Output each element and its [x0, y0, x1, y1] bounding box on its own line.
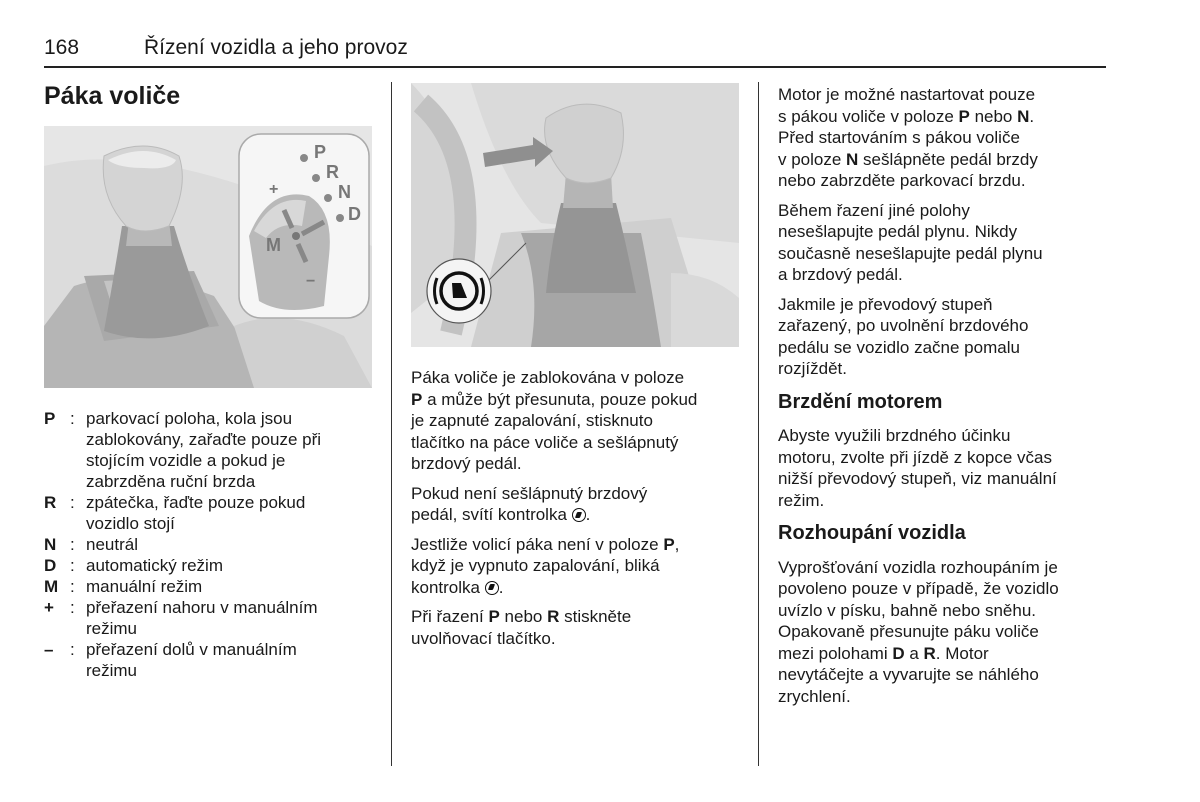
legend-line: zpátečka, řaďte pouze pokud — [86, 493, 306, 512]
paragraph — [411, 606, 751, 649]
legend-colon: : — [70, 409, 75, 428]
legend-key: – — [44, 640, 54, 659]
text-run: . Motor — [935, 643, 989, 663]
legend-text — [86, 492, 374, 534]
legend-key: P — [44, 409, 56, 428]
column-divider — [391, 82, 392, 766]
chapter-title: Řízení vozidla a jeho provoz — [144, 36, 408, 59]
legend-row — [44, 492, 374, 534]
text-run: Motor je možné nastartovat pouze — [778, 85, 1036, 104]
legend-key: N — [44, 535, 57, 554]
text-run: sešlápněte pedál brzdy — [858, 149, 1038, 169]
legend-colon: : — [70, 577, 75, 596]
text-run: nesešlapujte pedál plynu. Nikdy — [778, 222, 1018, 241]
legend-line: parkovací poloha, kola jsou — [86, 409, 293, 428]
brake-warning-icon — [572, 508, 586, 522]
text-run: v poloze — [778, 149, 847, 169]
text-run: režim. — [778, 490, 825, 510]
right-column — [778, 84, 1108, 715]
text-run: nebo — [969, 106, 1018, 126]
text-run: Jakmile je převodový stupeň — [778, 294, 993, 314]
legend-line: přeřazení dolů v manuálním — [86, 640, 297, 659]
legend-line: zablokovány, zařaďte pouze při — [86, 430, 322, 449]
legend-row — [44, 597, 374, 639]
text-run: zrychlení. — [778, 686, 851, 706]
gear-letter-n: N — [338, 182, 351, 202]
legend-line: stojícím vozidle a pokud je — [86, 451, 286, 470]
text-run: s pákou voliče v poloze — [778, 106, 959, 126]
legend-line: automatický režim — [86, 556, 223, 575]
text-run: Vyprošťování vozidla rozhoupáním je — [778, 557, 1058, 577]
text-run: mezi polohami — [778, 643, 893, 663]
legend-colon: : — [70, 598, 75, 617]
text-run: a brzdový pedál. — [778, 265, 903, 284]
text-run: Před startováním s pákou voliče — [778, 128, 1020, 147]
header-rule — [44, 66, 1106, 68]
text-run: brzdový pedál. — [411, 454, 522, 473]
text-run: a může být přesunuta, pouze pokud — [422, 389, 698, 409]
text-run: zařazený, po uvolnění brzdového — [778, 316, 1029, 335]
text-run: pedál, svítí kontrolka — [411, 505, 572, 524]
text-run: Opakovaně přesunujte páku voliče — [778, 622, 1039, 641]
text-run: a — [904, 643, 924, 663]
text-run: když je vypnuto zapalování, bliká — [411, 556, 660, 575]
gear-selector-figure — [44, 126, 372, 388]
legend-row — [44, 639, 374, 681]
text-run: uvolňovací tlačítko. — [411, 628, 556, 648]
legend-text — [86, 555, 374, 576]
text-run: pedálu se vozidlo začne pomalu — [778, 337, 1020, 357]
text-run: . — [498, 577, 504, 597]
text-run: současně nesešlapujte pedál plynu — [778, 243, 1043, 263]
text-run: D — [892, 643, 905, 663]
paragraph — [778, 200, 1108, 286]
legend-colon: : — [70, 493, 75, 512]
text-run: R — [547, 607, 560, 626]
legend-line: režimu — [86, 661, 138, 680]
gear-letter-minus: − — [306, 273, 316, 290]
subheading-rocking-vehicle: Rozhoupání vozidla — [778, 522, 966, 544]
text-run: P — [663, 534, 675, 554]
legend-key: + — [44, 598, 54, 617]
legend-line: vozidlo stojí — [86, 514, 175, 533]
legend-line: režimu — [86, 619, 138, 638]
brake-lock-illustration — [411, 83, 739, 347]
text-run: P — [958, 106, 970, 126]
legend-colon: : — [70, 556, 75, 575]
text-run: Páka voliče je zablokována v poloze — [411, 368, 685, 387]
page-number: 168 — [44, 36, 80, 59]
gear-selector-illustration — [44, 126, 372, 388]
gear-position-legend — [44, 408, 374, 681]
section-title: Páka voliče — [44, 82, 181, 110]
legend-key: D — [44, 556, 57, 575]
paragraph — [778, 557, 1108, 708]
legend-colon: : — [70, 640, 75, 659]
legend-key: M — [44, 577, 59, 596]
paragraph — [411, 483, 751, 526]
gear-letter-r: R — [326, 162, 339, 182]
text-run: Pokud není sešlápnutý brzdový — [411, 483, 648, 503]
text-run: Abyste využili brzdného účinku — [778, 426, 1011, 445]
text-run: stiskněte — [559, 607, 632, 626]
legend-row — [44, 408, 374, 492]
text-run: povoleno pouze v případě, že vozidlo — [778, 579, 1059, 598]
legend-row — [44, 534, 374, 555]
text-run: Během řazení jiné polohy — [778, 200, 970, 220]
text-run: P — [488, 607, 500, 626]
text-run: nebo — [499, 607, 548, 626]
text-run: nižší převodový stupeň, viz manuální — [778, 469, 1057, 488]
text-run: tlačítko na páce voliče a sešlápnutý — [411, 432, 679, 452]
brake-lock-figure — [411, 83, 739, 347]
legend-text — [86, 408, 374, 492]
text-run: N — [846, 149, 859, 169]
legend-text — [86, 576, 374, 597]
gear-letter-d: D — [348, 204, 361, 224]
paragraph — [411, 367, 751, 475]
paragraph — [778, 84, 1108, 192]
text-run: uvízlo v písku, bahně nebo sněhu. — [778, 600, 1037, 620]
middle-column — [411, 367, 751, 657]
legend-text — [86, 534, 374, 555]
legend-colon: : — [70, 535, 75, 554]
text-run: . — [1029, 106, 1035, 126]
legend-line: přeřazení nahoru v manuálním — [86, 598, 318, 617]
gear-letter-m: M — [266, 235, 281, 255]
paragraph — [778, 425, 1108, 511]
text-run: . — [585, 505, 591, 524]
legend-row — [44, 576, 374, 597]
page-header — [44, 36, 408, 60]
text-run: N — [1017, 106, 1030, 126]
text-run: motoru, zvolte při jízdě z kopce včas — [778, 447, 1053, 467]
text-run: nevytáčejte a vyvarujte se náhlého — [778, 665, 1039, 684]
text-run: , — [674, 534, 680, 554]
text-run: P — [411, 389, 423, 409]
legend-text — [86, 639, 374, 681]
text-run: R — [923, 643, 936, 663]
text-run: je zapnuté zapalování, stisknuto — [411, 411, 653, 430]
text-run: Jestliže volicí páka není v poloze — [411, 534, 664, 554]
text-run: nebo zabrzděte parkovací brzdu. — [778, 171, 1026, 190]
gear-letter-p: P — [314, 142, 327, 162]
gear-letter-plus: + — [269, 181, 279, 198]
legend-line: zabrzděna ruční brzda — [86, 472, 256, 491]
subheading-engine-braking: Brzdění motorem — [778, 390, 943, 413]
column-divider — [758, 82, 759, 766]
text-run: Při řazení — [411, 607, 489, 626]
legend-line: manuální režim — [86, 577, 203, 596]
legend-text — [86, 597, 374, 639]
paragraph — [778, 294, 1108, 380]
text-run: rozjíždět. — [778, 359, 847, 378]
legend-line: neutrál — [86, 535, 138, 554]
legend-key: R — [44, 493, 57, 512]
brake-warning-icon — [485, 581, 499, 595]
paragraph — [411, 534, 751, 599]
legend-row — [44, 555, 374, 576]
text-run: kontrolka — [411, 577, 485, 597]
